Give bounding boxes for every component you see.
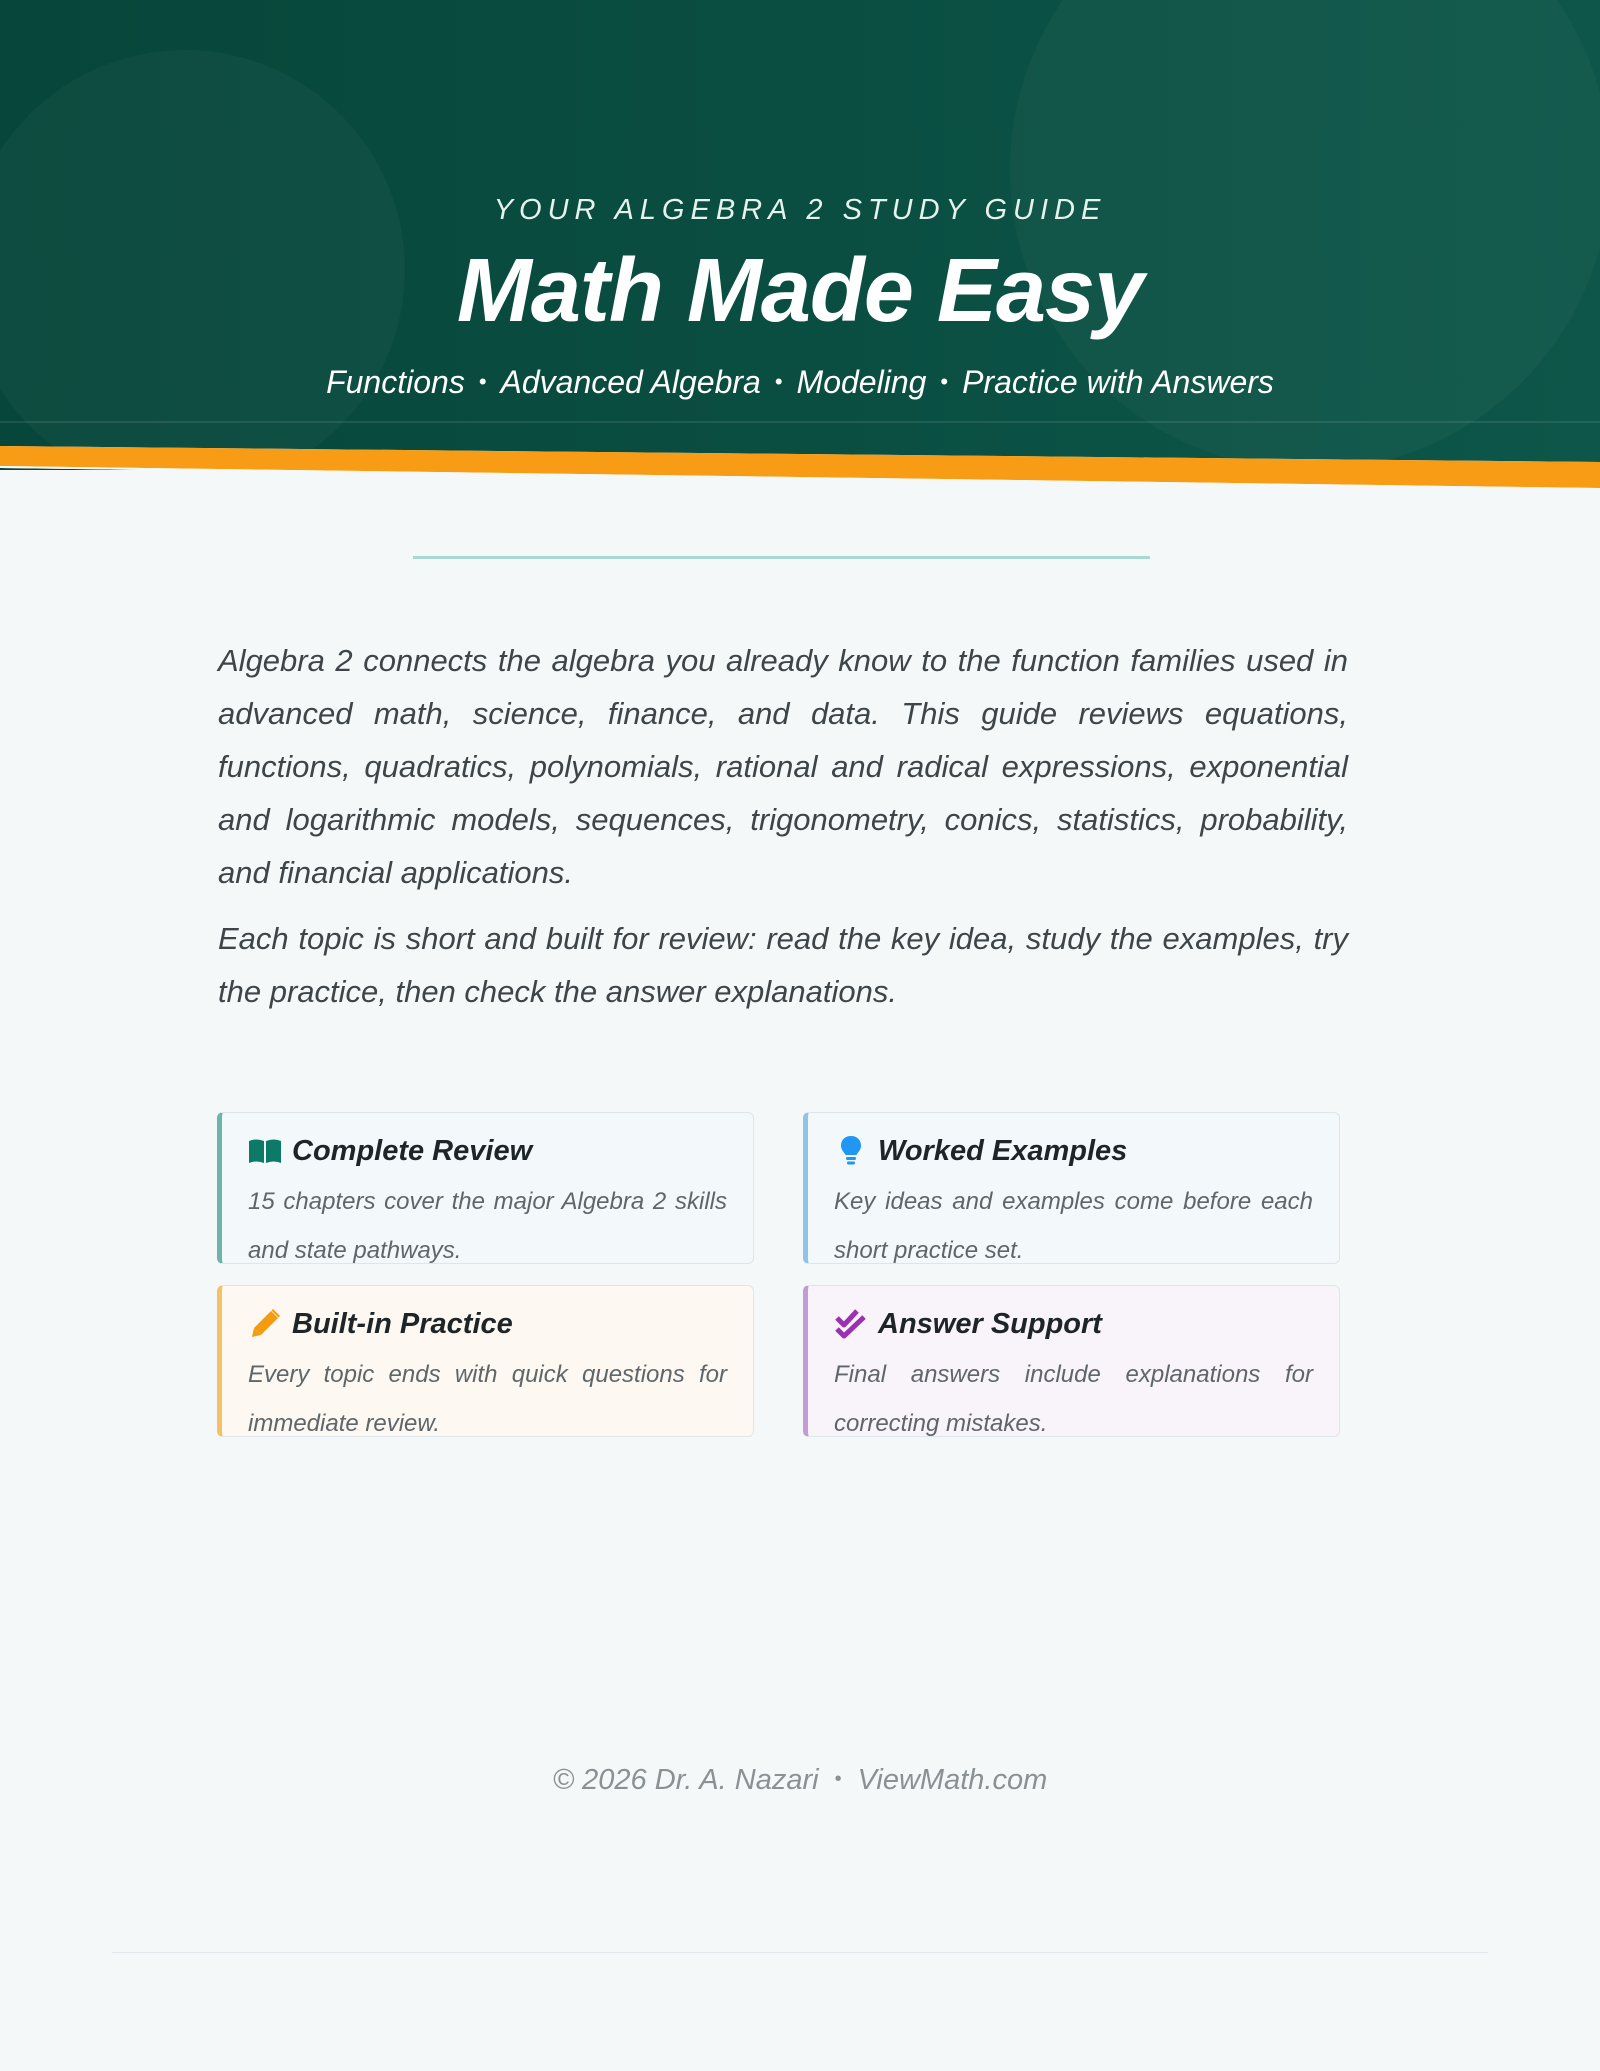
hero-banner [0,0,1600,490]
feature-description: Final answers include explanations for correcting mistakes. [834,1361,1313,1437]
feature-description: 15 chapters cover the major Algebra 2 skills and state pathways. [248,1188,727,1264]
section-divider [413,556,1150,559]
feature-title: Built-in Practice [292,1307,513,1340]
topic-item: Functions [326,364,465,400]
topic-item: Advanced Algebra [500,364,761,400]
feature-title: Worked Examples [878,1134,1128,1167]
lightbulb-icon [834,1135,868,1167]
topic-item: Practice with Answers [962,364,1274,400]
feature-card-answer-support [803,1285,1340,1437]
pencil-icon [248,1308,282,1340]
intro-text [218,634,1348,1031]
double-check-icon [834,1308,868,1340]
topic-separator: • [478,369,487,394]
feature-card-complete-review [217,1112,754,1264]
feature-title: Answer Support [878,1307,1102,1340]
open-book-icon [248,1135,282,1167]
feature-card-worked-examples [803,1112,1340,1264]
site-link[interactable]: ViewMath.com [857,1764,1048,1796]
feature-title: Complete Review [292,1134,533,1167]
hero-eyebrow: YOUR ALGEBRA 2 STUDY GUIDE [493,194,1107,226]
topic-item: Modeling [796,364,927,400]
topic-separator: • [940,369,949,394]
copyright-text: © 2026 Dr. A. Nazari [552,1764,819,1796]
feature-card-built-in-practice [217,1285,754,1437]
topic-list [0,364,1600,401]
intro-paragraph: Each topic is short and built for review: read the key idea, study the examples, try the practice, then check the answer explanations. [218,921,1348,1009]
footer-separator: • [834,1768,842,1790]
feature-description: Every topic ends with quick questions for immediate review. [248,1361,727,1437]
intro-paragraph: Algebra 2 connects the algebra you already know to the function families used in advanced math, science, finance, and data. This guide reviews equations, functions, quadratics, polynomials, rational and radical expressions, exponential and logarithmic models, sequences, trigonometry, conics, statistics, probability, and financial applications. [218,643,1348,890]
feature-description: Key ideas and examples come before each short practice set. [834,1188,1313,1264]
page-title: Math Made Easy [456,241,1144,341]
page-bottom-divider [112,1952,1488,1953]
topic-separator: • [774,369,783,394]
footer [0,1764,1600,1797]
